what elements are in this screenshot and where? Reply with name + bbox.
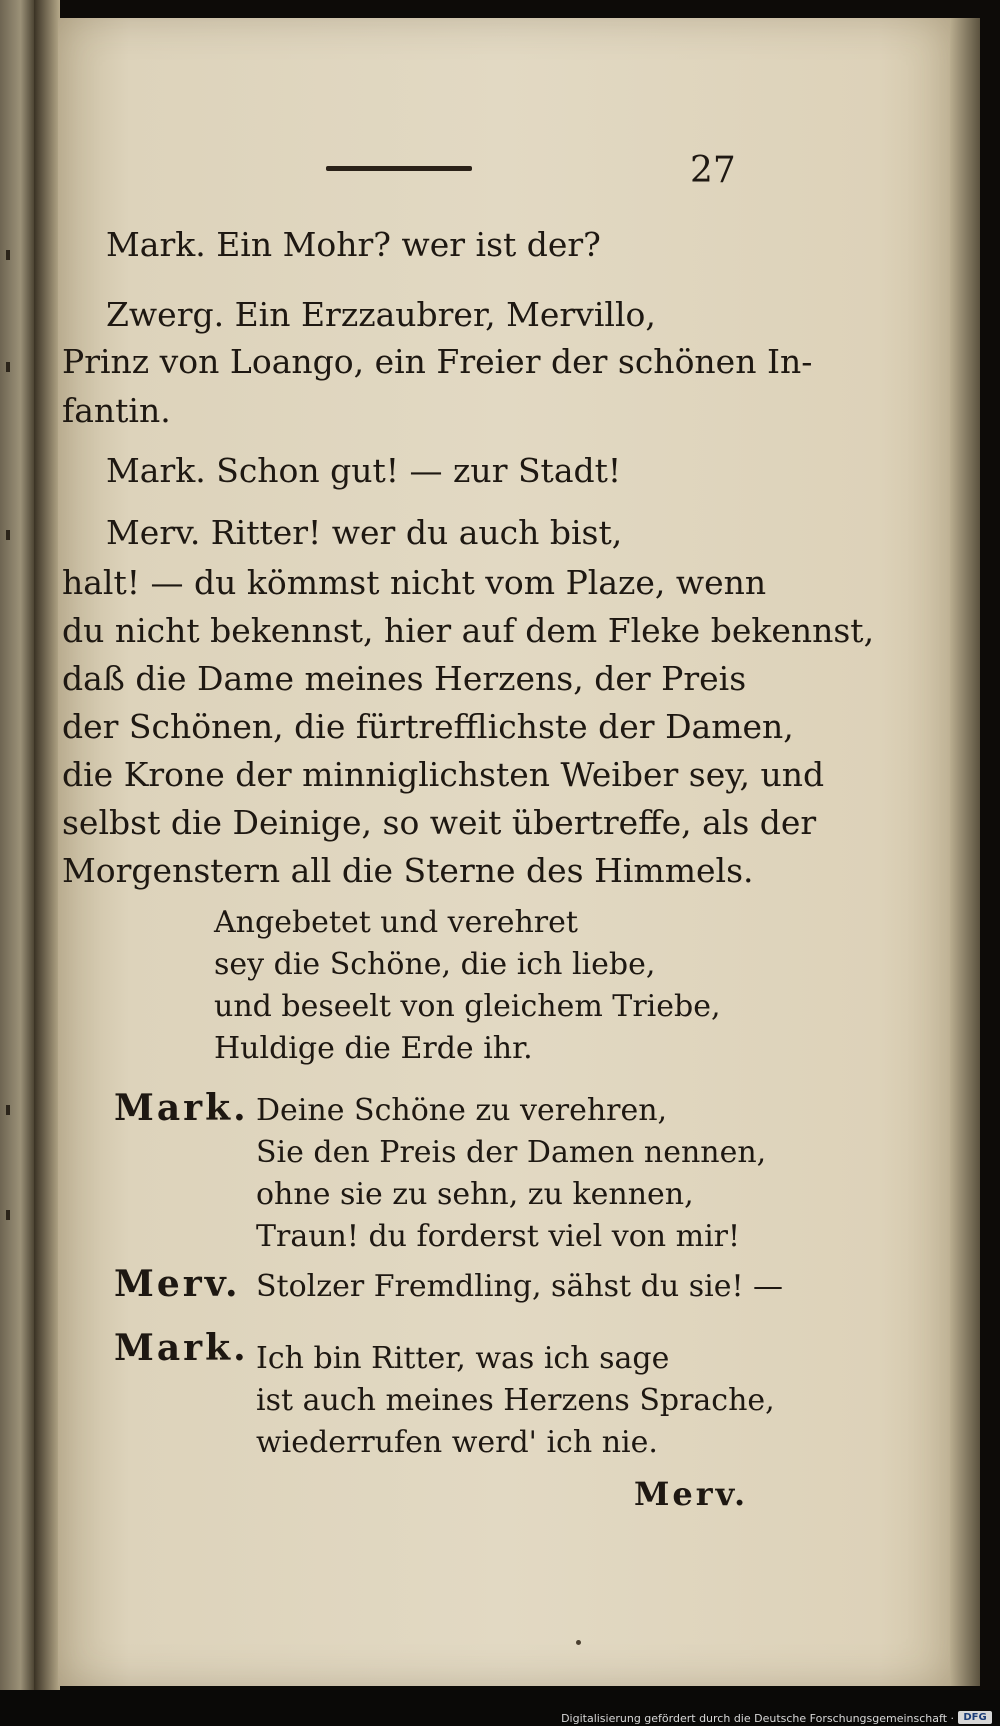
- text-line: Mark. Schon gut! — zur Stadt!: [106, 451, 622, 490]
- text-line: der Schönen, die fürtrefflichste der Damen,: [62, 707, 794, 746]
- footer-credit: Digitalisierung gefördert durch die Deutsche Forschungsgemeinschaft ·: [561, 1712, 954, 1725]
- verse-line: Huldige die Erde ihr.: [214, 1031, 533, 1066]
- verse-line: Traun! du forderst viel von mir!: [256, 1219, 741, 1254]
- speaker-label: Merv.: [114, 1263, 241, 1305]
- margin-mark: [6, 530, 10, 540]
- page-number: 27: [690, 150, 736, 191]
- text-line: halt! — du kömmst nicht vom Plaze, wenn: [62, 563, 767, 602]
- text-line: Mark. Ein Mohr? wer ist der?: [106, 225, 601, 264]
- text-line: du nicht bekennst, hier auf dem Fleke bekennst,: [62, 611, 875, 650]
- verse-line: Ich bin Ritter, was ich sage: [256, 1341, 670, 1376]
- page-fore-edge: [950, 18, 980, 1686]
- verse-line: Deine Schöne zu verehren,: [256, 1093, 668, 1128]
- text-line: Prinz von Loango, ein Freier der schönen In-: [62, 342, 813, 381]
- header-rule: [326, 166, 472, 171]
- text-line: die Krone der minniglichsten Weiber sey, und: [62, 755, 825, 794]
- catchword: Merv.: [634, 1475, 749, 1513]
- margin-mark: [6, 1210, 10, 1220]
- verse-line: ohne sie zu sehn, zu kennen,: [256, 1177, 694, 1212]
- verse-line: Sie den Preis der Damen nennen,: [256, 1135, 767, 1170]
- book-gutter: [34, 0, 60, 1690]
- text-line: fantin.: [62, 391, 171, 430]
- verse-line: wiederrufen werd' ich nie.: [256, 1425, 658, 1460]
- speaker-label: Mark.: [114, 1087, 249, 1129]
- verse-line: ist auch meines Herzens Sprache,: [256, 1383, 775, 1418]
- text-line: Morgenstern all die Sterne des Himmels.: [62, 851, 754, 890]
- paper-speck: [576, 1640, 581, 1645]
- margin-mark: [6, 250, 10, 260]
- text-line: daß die Dame meines Herzens, der Preis: [62, 659, 747, 698]
- speaker-label: Mark.: [114, 1327, 249, 1369]
- verse-line: sey die Schöne, die ich liebe,: [214, 947, 656, 982]
- margin-mark: [6, 362, 10, 372]
- text-line: Zwerg. Ein Erzzaubrer, Mervillo,: [106, 295, 656, 334]
- verse-line: Angebetet und verehret: [214, 905, 578, 940]
- verse-line: und beseelt von gleichem Triebe,: [214, 989, 721, 1024]
- text-line: selbst die Deinige, so weit übertreffe, als der: [62, 803, 817, 842]
- text-line: Merv. Ritter! wer du auch bist,: [106, 513, 623, 552]
- margin-mark: [6, 1105, 10, 1115]
- verse-line: Stolzer Fremdling, sähst du sie! —: [256, 1269, 784, 1304]
- dfg-logo: DFG: [958, 1711, 992, 1724]
